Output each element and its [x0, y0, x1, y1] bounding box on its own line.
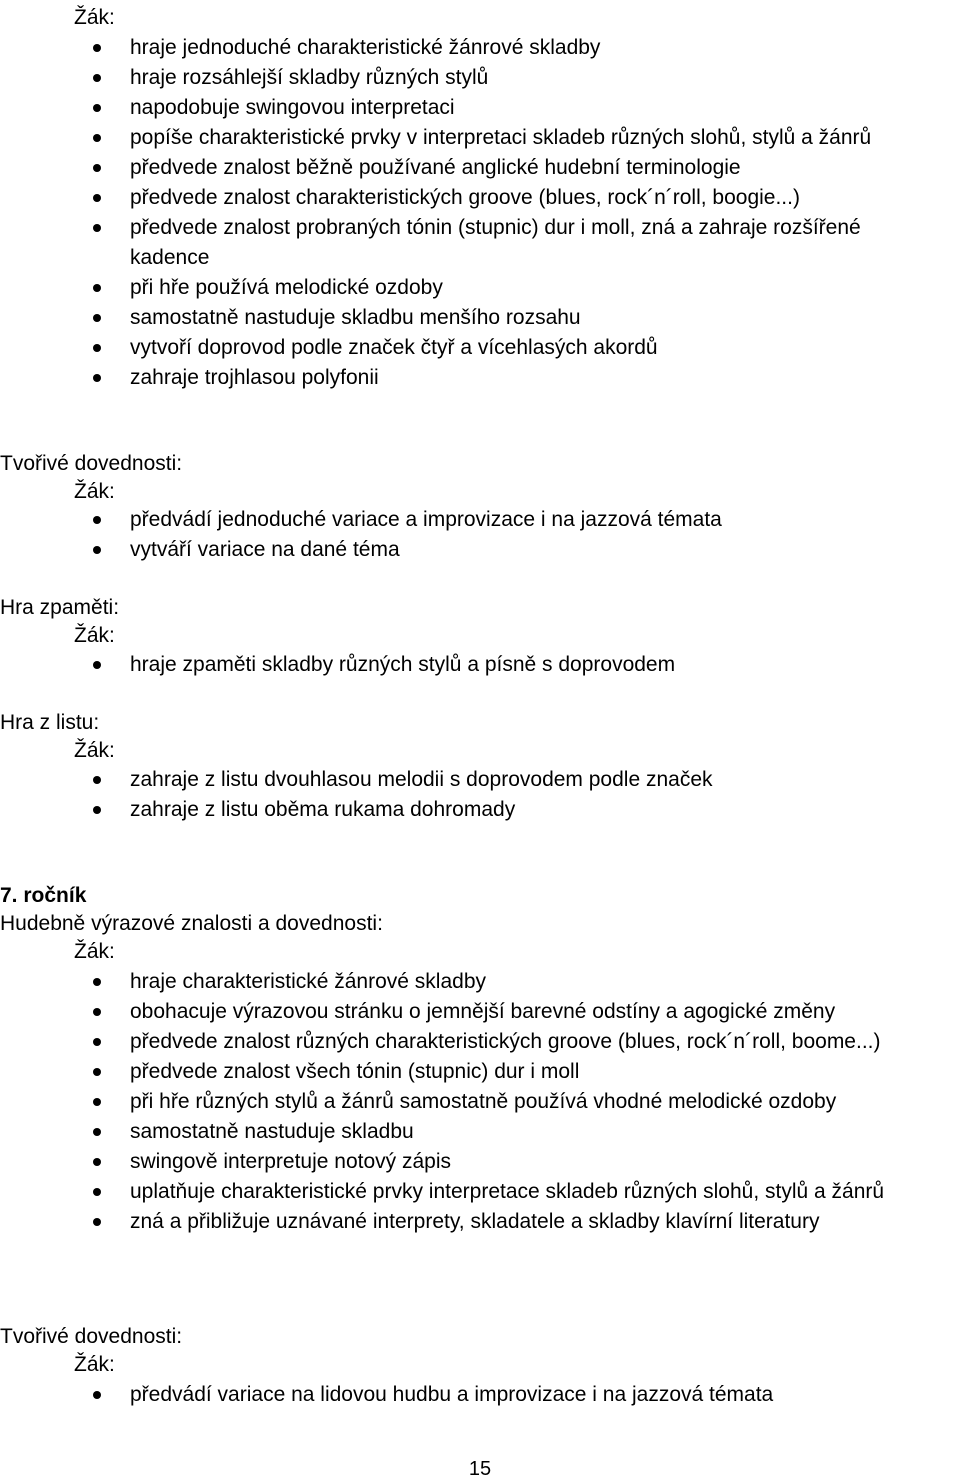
list-item-text: hraje rozsáhlejší skladby různých stylů	[130, 66, 489, 89]
list-item-text: předvede znalost běžně používané anglické hudební terminologie	[130, 156, 741, 179]
list-item-text: při hře používá melodické ozdoby	[130, 276, 443, 299]
bullet-icon	[93, 344, 101, 352]
bullet-icon	[93, 516, 101, 524]
bullet-icon	[93, 194, 101, 202]
bullet-icon	[93, 1068, 101, 1076]
skills-list	[0, 967, 960, 1237]
list-item	[0, 63, 960, 93]
bullet-icon	[93, 776, 101, 784]
list-item	[0, 363, 960, 393]
list-item	[0, 93, 960, 123]
list-item	[0, 1380, 960, 1410]
list-item	[0, 505, 960, 535]
grade-title: 7. ročník	[0, 884, 87, 907]
student-label: Žák:	[74, 739, 115, 762]
list-item	[0, 1147, 960, 1177]
bullet-icon	[93, 661, 101, 669]
list-item	[0, 303, 960, 333]
list-item-text: předvede znalost probraných tónin (stupnic) dur i moll, zná a zahraje rozšířené kadence	[130, 216, 861, 269]
bullet-icon	[93, 1008, 101, 1016]
student-label: Žák:	[74, 624, 115, 647]
bullet-icon	[93, 1038, 101, 1046]
list-item	[0, 1087, 960, 1117]
list-item-text: hraje jednoduché charakteristické žánrové skladby	[130, 36, 601, 59]
list-item-text: hraje charakteristické žánrové skladby	[130, 970, 486, 993]
bullet-icon	[93, 806, 101, 814]
skills-list	[0, 1380, 960, 1410]
section-heading-sight-reading: Hra z listu:	[0, 711, 100, 734]
list-item-text: vytváří variace na dané téma	[130, 538, 400, 561]
list-item	[0, 1057, 960, 1087]
section-heading-creative: Tvořivé dovednosti:	[0, 1325, 183, 1348]
list-item	[0, 650, 960, 680]
bullet-icon	[93, 1218, 101, 1226]
bullet-icon	[93, 224, 101, 232]
list-item	[0, 765, 960, 795]
list-item	[0, 535, 960, 565]
list-item-text: napodobuje swingovou interpretaci	[130, 96, 455, 119]
bullet-icon	[93, 284, 101, 292]
bullet-icon	[93, 978, 101, 986]
list-item	[0, 997, 960, 1027]
section-heading-memory: Hra zpaměti:	[0, 596, 120, 619]
list-item	[0, 1117, 960, 1147]
list-item	[0, 1207, 960, 1237]
list-item-text: předvede znalost všech tónin (stupnic) dur i moll	[130, 1060, 580, 1083]
list-item	[0, 123, 960, 153]
list-item	[0, 273, 960, 303]
bullet-icon	[93, 1098, 101, 1106]
list-item-text: předvádí jednoduché variace a improvizace i na jazzová témata	[130, 508, 722, 531]
skills-list	[0, 505, 960, 565]
student-label: Žák:	[74, 940, 115, 963]
bullet-icon	[93, 1391, 101, 1399]
bullet-icon	[93, 1158, 101, 1166]
list-item	[0, 1027, 960, 1057]
bullet-icon	[93, 164, 101, 172]
skills-list	[0, 650, 960, 680]
list-item	[0, 153, 960, 183]
skills-list	[0, 765, 960, 825]
list-item	[0, 795, 960, 825]
list-item-text: při hře různých stylů a žánrů samostatně používá vhodné melodické ozdoby	[130, 1090, 837, 1113]
bullet-icon	[93, 104, 101, 112]
section-heading-creative: Tvořivé dovednosti:	[0, 452, 183, 475]
skills-list	[0, 33, 960, 393]
list-item-text: popíše charakteristické prvky v interpretaci skladeb různých slohů, stylů a žánrů	[130, 126, 872, 149]
bullet-icon	[93, 74, 101, 82]
list-item-text: swingově interpretuje notový zápis	[130, 1150, 452, 1173]
list-item-text: předvede znalost různých charakteristických groove (blues, rock´n´roll, boome...)	[130, 1030, 881, 1053]
section-heading-expression: Hudebně výrazové znalosti a dovednosti:	[0, 912, 383, 935]
list-item-text: zná a přibližuje uznávané interprety, skladatele a skladby klavírní literatury	[130, 1210, 820, 1233]
bullet-icon	[93, 134, 101, 142]
list-item	[0, 33, 960, 63]
student-label: Žák:	[74, 480, 115, 503]
list-item	[0, 333, 960, 363]
list-item	[0, 967, 960, 997]
bullet-icon	[93, 44, 101, 52]
student-label: Žák:	[74, 6, 115, 29]
bullet-icon	[93, 546, 101, 554]
list-item-text: zahraje z listu dvouhlasou melodii s doprovodem podle značek	[130, 768, 713, 791]
page-number: 15	[468, 1458, 492, 1480]
list-item	[0, 213, 960, 273]
bullet-icon	[93, 314, 101, 322]
bullet-icon	[93, 1188, 101, 1196]
list-item-text: samostatně nastuduje skladbu menšího rozsahu	[130, 306, 581, 329]
list-item	[0, 183, 960, 213]
list-item-text: zahraje z listu oběma rukama dohromady	[130, 798, 516, 821]
list-item-text: zahraje trojhlasou polyfonii	[130, 366, 379, 389]
list-item-text: uplatňuje charakteristické prvky interpretace skladeb různých slohů, stylů a žánrů	[130, 1180, 885, 1203]
list-item-text: vytvoří doprovod podle značek čtyř a vícehlasých akordů	[130, 336, 658, 359]
list-item-text: předvede znalost charakteristických groove (blues, rock´n´roll, boogie...)	[130, 186, 800, 209]
list-item-text: předvádí variace na lidovou hudbu a improvizace i na jazzová témata	[130, 1383, 774, 1406]
student-label: Žák:	[74, 1353, 115, 1376]
list-item-text: hraje zpaměti skladby různých stylů a písně s doprovodem	[130, 653, 676, 676]
bullet-icon	[93, 1128, 101, 1136]
bullet-icon	[93, 374, 101, 382]
list-item	[0, 1177, 960, 1207]
list-item-text: obohacuje výrazovou stránku o jemnější barevné odstíny a agogické změny	[130, 1000, 836, 1023]
list-item-text: samostatně nastuduje skladbu	[130, 1120, 414, 1143]
